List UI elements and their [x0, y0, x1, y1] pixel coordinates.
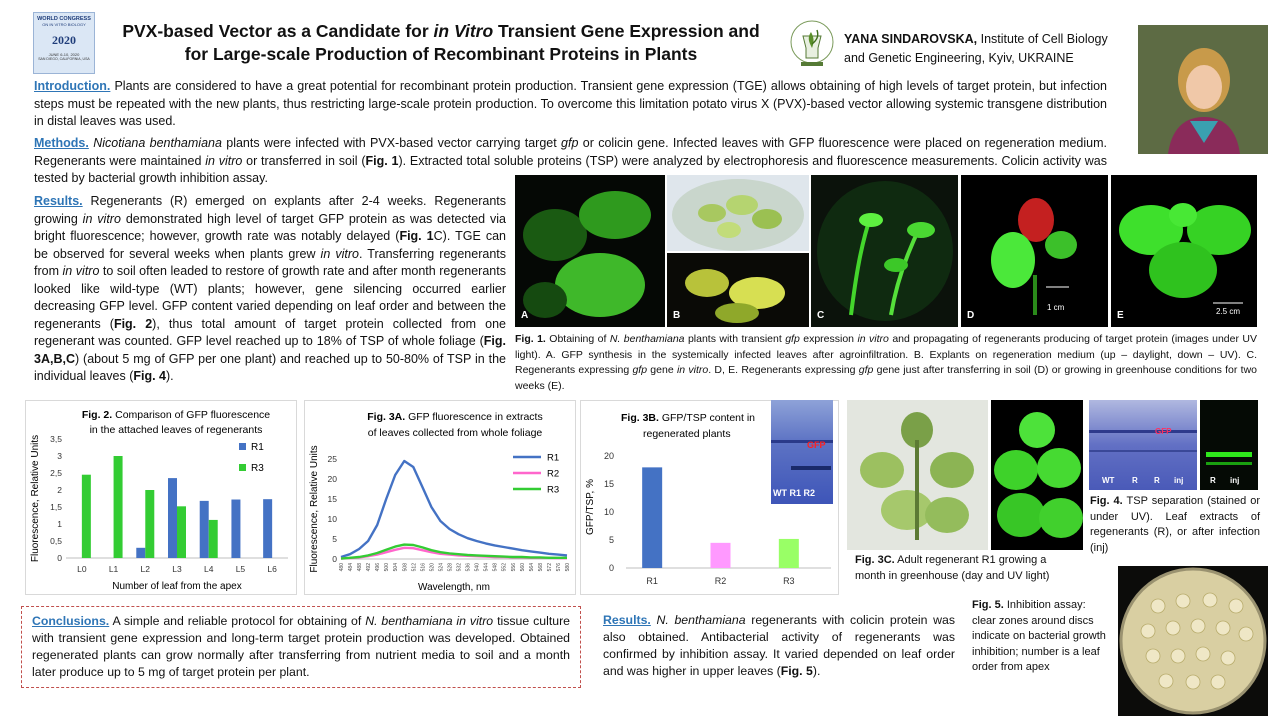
results-t14: Fig. 4 — [133, 369, 167, 383]
fig2-xtick: L3 — [172, 564, 182, 574]
fig3a-xtick: 552 — [501, 563, 508, 572]
introduction-section — [34, 78, 1107, 131]
author-affiliation1: Institute of Cell Biology — [980, 32, 1108, 46]
methods-t1: Nicotiana benthamiana — [93, 136, 222, 150]
fig3a-xtick: 576 — [555, 563, 562, 572]
logo-year: 2020 — [52, 33, 76, 47]
results2-section — [603, 612, 955, 680]
methods-t6: or transferred in soil ( — [242, 153, 366, 168]
fig1-c11: . D, E. Regenerants expressing — [708, 364, 859, 376]
fig3b-title-2: regenerated plants — [643, 428, 731, 440]
fig2-xtick: L6 — [267, 564, 277, 574]
fig3a-svg — [305, 401, 577, 596]
fig2-ytick: 3 — [57, 451, 62, 461]
fig3c-label: Fig. 3C. — [855, 554, 895, 566]
fig3a-title-bold: Fig. 3A. — [367, 411, 406, 423]
fig3b-ytick: 15 — [603, 479, 614, 490]
methods-t3: gfp — [561, 136, 579, 150]
fig3a-xlabel: Wavelength, nm — [418, 582, 490, 593]
title-italic: in Vitro — [433, 21, 494, 41]
conclusions-t2: N. benthamiana in vitro — [365, 614, 494, 628]
fig1-label: Fig. 1. — [515, 333, 546, 345]
author-affiliation2: and Genetic Engineering, Kyiv, UKRAINE — [844, 51, 1074, 65]
fig2-xtick: L4 — [203, 564, 214, 574]
results-t2: in vitro — [82, 211, 121, 226]
results-t6: in vitro — [320, 246, 359, 261]
methods-t5: in vitro — [205, 153, 243, 168]
fig2-ytick: 2 — [57, 485, 62, 495]
institute-logo — [789, 18, 835, 72]
fig2-bar-r3 — [177, 506, 186, 558]
results-t12: Fig. 3A,B,C — [34, 334, 506, 366]
fig3a-xtick: 560 — [519, 563, 526, 572]
fig5-petri-dish — [1118, 566, 1268, 716]
fig3a-xtick: 544 — [483, 563, 490, 572]
fig3a-ytick: 0 — [332, 554, 337, 564]
fig3c-caption — [855, 553, 1085, 584]
fig3a-xtick: 508 — [402, 563, 409, 572]
fig5-label: Fig. 5. — [972, 599, 1004, 611]
fig3b-gel-lanes: WT R1 R2 — [773, 488, 816, 498]
fig3b-title-rest1: GFP/TSP content in — [658, 412, 756, 424]
fig2-ytick: 0 — [57, 553, 62, 563]
fig3c-photo-day — [847, 400, 988, 550]
fig2-bar-r1 — [136, 548, 145, 558]
fig1-photo-d — [961, 175, 1108, 327]
fig2-bar-r3 — [209, 520, 218, 558]
author-photo — [1138, 25, 1268, 154]
fig1-c7: and propagating of regenerants producing of target protein (images under UV light). A. GFP synthesis in the systemically infected leaves after agroinfiltration. B. Explants on regeneration medium (up – daylight, down – UV). C. Regenerants expressing — [515, 333, 1257, 376]
fig3b-title-1 — [621, 412, 755, 424]
fig4-caption — [1090, 494, 1260, 556]
fig2-bar-r1 — [200, 501, 209, 558]
fig1-caption — [515, 332, 1257, 394]
methods-t8: ). Extracted total soluble proteins (TSP) were analyzed by electrophoresis and fluorescence measurements. Colicin activity was tested by bacterial growth inhibition assay. — [34, 153, 1107, 185]
fig1-c13: gene just after transferring in soil (D) or growing in greenhouse conditions for two weeks (E). — [515, 364, 1257, 392]
conclusions-section — [21, 606, 581, 688]
fig1-panel-a-letter: A — [521, 310, 529, 321]
conclusions-heading: Conclusions. — [32, 614, 110, 628]
results-t15: ). — [166, 369, 174, 383]
fig3b-bar-r3 — [779, 539, 799, 568]
fig1-panel-d-letter: D — [967, 310, 975, 321]
fig3a-ytick: 25 — [327, 454, 337, 464]
results2-heading: Results. — [603, 613, 651, 627]
conclusions-t1: A simple and reliable protocol for obtaining of — [109, 614, 366, 628]
fig4-lane-4: inj — [1174, 476, 1184, 485]
fig2-bar-r3 — [82, 475, 91, 558]
fig4-gel-gfp: GFP — [1155, 427, 1172, 436]
fig1-c1: Obtaining of — [545, 333, 610, 345]
logo-line1: WORLD CONGRESS — [37, 16, 91, 22]
results2-t5: ). — [812, 664, 821, 678]
methods-t4: or colicin gene. Infected leaves with GFP fluorescence were placed on regeneration medium. Regenerants were maintained — [34, 136, 1107, 168]
results-t5: C). TGE can be observed for several weeks when plants grew — [34, 229, 506, 261]
fig3a-xtick: 484 — [348, 563, 355, 572]
fig2-ytick: 3,5 — [50, 434, 62, 444]
fig3a-title-1 — [367, 411, 542, 423]
conclusions-t3: tissue culture with transient gene expression and long-term target protein production was developed. Obtained regenerated plants can grow normally after transferring from nutrient media to soil and a month later produce up to 5 mg of target protein per plant. — [32, 614, 571, 679]
fig3a-legend-label-r1: R1 — [547, 452, 560, 464]
fig3c-text2: month in greenhouse (day and UV light) — [855, 569, 1050, 582]
fig1-photo-c — [811, 175, 958, 327]
fig3b-ylabel: GFP/TSP, % — [585, 479, 596, 535]
fig3a-xtick: 556 — [510, 563, 517, 572]
fig2-xtick: L0 — [77, 564, 87, 574]
fig1-c2: N. benthamiana — [609, 333, 685, 345]
fig2-xtick: L5 — [235, 564, 246, 574]
logo-line2: ON IN VITRO BIOLOGY — [42, 22, 86, 27]
fig2-title-1 — [82, 409, 270, 421]
fig3a-xtick: 496 — [375, 563, 382, 572]
fig4-lane-1: WT — [1102, 476, 1115, 485]
fig3b-bar-r2 — [711, 543, 731, 568]
fig1-photo-e — [1111, 175, 1257, 327]
fig3a-xtick: 528 — [447, 563, 454, 572]
fig2-ytick: 2,5 — [50, 468, 62, 478]
fig3b-ytick: 20 — [603, 451, 614, 462]
fig2-ytick: 0,5 — [50, 536, 62, 546]
fig3a-xtick: 580 — [565, 563, 571, 572]
results2-t4: Fig. 5 — [780, 664, 813, 678]
fig3a-ytick: 20 — [327, 474, 337, 484]
fig3a-legend-label-r2: R2 — [547, 468, 560, 480]
fig2-xlabel: Number of leaf from the apex — [112, 581, 242, 592]
fig1-panel-b-letter: B — [673, 310, 681, 321]
results-t11: ), thus total amount of target protein collected from one regenerant was counted. GFP level reached up to 18% of TSP of whole foliage ( — [34, 316, 506, 348]
fig3a-legend-label-r3: R3 — [547, 484, 560, 496]
fig3a-xtick: 568 — [537, 563, 544, 572]
fig3b-ytick: 0 — [608, 563, 614, 573]
fig3a-xtick: 492 — [366, 563, 373, 572]
results-t9: to soil often leaded to restore of growth rate and after month regenerants looked like wild-type (WT) plants; however, gene silencing occurred earlier decreasing GFP level. GFP content varied depending on leaf order and between the regenerants ( — [34, 264, 506, 331]
fig3a-title-2: of leaves collected from whole foliage — [367, 427, 543, 439]
results-section — [34, 193, 506, 386]
fig2-svg — [26, 401, 298, 596]
fig1-c9: gene — [647, 364, 677, 376]
fig2-bar-r3 — [114, 456, 123, 558]
fig4-label: Fig. 4. — [1090, 495, 1123, 507]
fig3b-xtick: R3 — [783, 576, 795, 586]
fig3a-ytick: 10 — [327, 514, 337, 524]
fig1-c12: gfp — [858, 364, 874, 376]
fig4-text: TSP separation (stained or under UV). Leaf extracts of regenerants (R), or after infection (inj) — [1090, 495, 1261, 554]
author-name: YANA SINDAROVSKA, — [844, 32, 978, 46]
fig2-chart — [25, 400, 297, 595]
introduction-heading: Introduction. — [34, 79, 111, 93]
introduction-text: Plants are considered to have a great potential for recombinant protein production. Transient gene expression (TGE) allows obtaining of high levels of target protein, but infection steps must be repeated with the new plants, thus restricting large-scale protein production. To overcome this limitation potato virus X (PVX)-based vector allowing systemic transgene distribution in distal leaves was used. — [34, 79, 1107, 128]
fig3a-xtick: 540 — [474, 563, 481, 572]
fig3a-xtick: 524 — [438, 563, 445, 572]
fig2-title-2: in the attached leaves of regenerants — [89, 424, 263, 436]
methods-heading: Methods. — [34, 136, 89, 150]
fig1-panel-c-letter: C — [817, 310, 825, 321]
fig3a-ytick: 5 — [332, 534, 337, 544]
fig5-caption — [972, 598, 1110, 676]
fig3a-xtick: 516 — [420, 563, 427, 572]
methods-t7: Fig. 1 — [365, 153, 399, 168]
results-heading: Results. — [34, 194, 83, 208]
fig3b-title-bold: Fig. 3B. — [621, 412, 659, 424]
fig1-c5: expression — [799, 333, 858, 345]
methods-t2: plants were infected with PVX-based vector carrying target — [221, 136, 562, 150]
fig4-gel-stained — [1089, 400, 1197, 490]
results-t4: Fig. 1 — [399, 229, 434, 243]
author-block — [844, 30, 1140, 68]
fig2-xtick: L2 — [140, 564, 151, 574]
fig3b-ytick: 5 — [608, 535, 614, 546]
results-t1: Regenerants (R) emerged on explants after 2-4 weeks. Regenerants growing — [34, 194, 506, 226]
fig3a-line-r1 — [341, 461, 567, 557]
fig5-text: Inhibition assay: clear zones around discs indicate on bacterial growth inhibition; number is a leaf order from apex — [972, 599, 1106, 673]
title-part1: PVX-based Vector as a Candidate for — [122, 21, 434, 41]
results-t13: ) (about 5 mg of GFP per one plant) and reached up to 50-80% of TSP in the individual leaves ( — [34, 351, 506, 383]
fig3a-xtick: 564 — [528, 563, 535, 572]
fig2-title-rest1: Comparison of GFP fluorescence — [112, 409, 271, 421]
fig3b-gel-gfp: GFP — [807, 440, 826, 450]
fig3a-xtick: 572 — [546, 563, 553, 572]
fig3a-title-rest1: GFP fluorescence in extracts — [405, 411, 543, 423]
fig3a-xtick: 512 — [411, 563, 418, 572]
fig4-lane-3: R — [1154, 476, 1160, 485]
fig2-bar-r3 — [145, 490, 154, 558]
fig2-legend-label-r1: R1 — [251, 442, 264, 453]
fig3c-text1: Adult regenerant R1 growing a — [894, 554, 1047, 566]
fig2-legend-swatch-r1 — [239, 443, 246, 450]
logo-place: SAN DIEGO, CALIFORNIA, USA — [38, 57, 90, 61]
fig3a-xtick: 520 — [429, 563, 436, 572]
fig3b-xtick: R2 — [714, 576, 727, 586]
fig1-c4: gfp — [785, 333, 800, 345]
fig2-bar-r1 — [231, 500, 240, 558]
fig3a-xtick: 548 — [492, 563, 499, 572]
results2-t2: N. benthamiana — [656, 613, 746, 627]
fig3a-xtick: 504 — [393, 563, 400, 572]
fig3a-xtick: 500 — [384, 563, 391, 572]
fig3a-chart — [304, 400, 576, 595]
fig3b-gel-inset — [771, 400, 833, 504]
fig2-ytick: 1,5 — [50, 502, 62, 512]
fig1-c10: in vitro — [676, 364, 709, 376]
fig3b-ytick: 10 — [603, 507, 614, 518]
fig1-c8: gfp — [632, 364, 648, 376]
fig3a-xtick: 488 — [357, 563, 364, 572]
results-t10: Fig. 2 — [113, 316, 153, 331]
fig1-photo-b-top — [667, 175, 809, 251]
fig3c-photo-uv — [991, 400, 1083, 550]
fig2-legend-label-r3: R3 — [251, 463, 264, 474]
fig2-legend-swatch-r3 — [239, 464, 246, 471]
fig3b-bar-r1 — [642, 467, 662, 568]
fig1-c6: in vitro — [857, 333, 889, 345]
fig2-bar-r1 — [168, 478, 177, 558]
poster-title — [96, 20, 786, 66]
fig4-lane-6: inj — [1230, 476, 1240, 485]
fig3b-xtick: R1 — [646, 576, 658, 586]
fig1-scale-e: 2.5 cm — [1216, 307, 1241, 316]
fig2-xtick: L1 — [108, 564, 119, 574]
title-part2: Transient Gene Expression and — [493, 21, 760, 41]
fig3a-xtick: 536 — [465, 563, 472, 572]
congress-logo — [33, 12, 95, 74]
fig1-photo-a — [515, 175, 665, 327]
fig4-gel-uv — [1200, 400, 1258, 490]
fig3a-ytick: 15 — [327, 494, 337, 504]
fig1-photo-b-bottom — [667, 253, 809, 327]
logo-dates: JUNE 6-10, 2020 — [48, 52, 80, 57]
fig2-bar-r1 — [263, 499, 272, 558]
fig4-lane-5: R — [1210, 476, 1216, 485]
fig2-ylabel: Fluorescence, Relative Units — [30, 434, 41, 563]
fig3a-xtick: 480 — [339, 563, 345, 572]
fig1-panel-e-letter: E — [1117, 310, 1124, 321]
fig3a-xtick: 532 — [456, 563, 463, 572]
fig2-ytick: 1 — [57, 519, 62, 529]
fig1-scale-d: 1 cm — [1047, 303, 1065, 312]
title-line2: for Large-scale Production of Recombinant Proteins in Plants — [184, 44, 698, 64]
fig2-title-bold: Fig. 2. — [81, 409, 113, 421]
fig3a-ylabel: Fluorescence, Relative Units — [309, 445, 320, 573]
results-t8: in vitro — [62, 264, 100, 278]
results-t3: demonstrated high level of target GFP protein as was detected via bright fluorescence; however, growth rate was notably delayed ( — [34, 211, 506, 243]
fig1-c3: plants with transient — [684, 333, 786, 345]
results2-t3: regenerants with colicin protein was also obtained. Antibacterial activity of regenerants was confirmed by inhibition assay. It varied depended on leaf order and was higher in upper leaves ( — [603, 613, 955, 678]
fig4-lane-2: R — [1132, 476, 1138, 485]
results-t7: . Transferring regenerants from — [34, 246, 506, 278]
